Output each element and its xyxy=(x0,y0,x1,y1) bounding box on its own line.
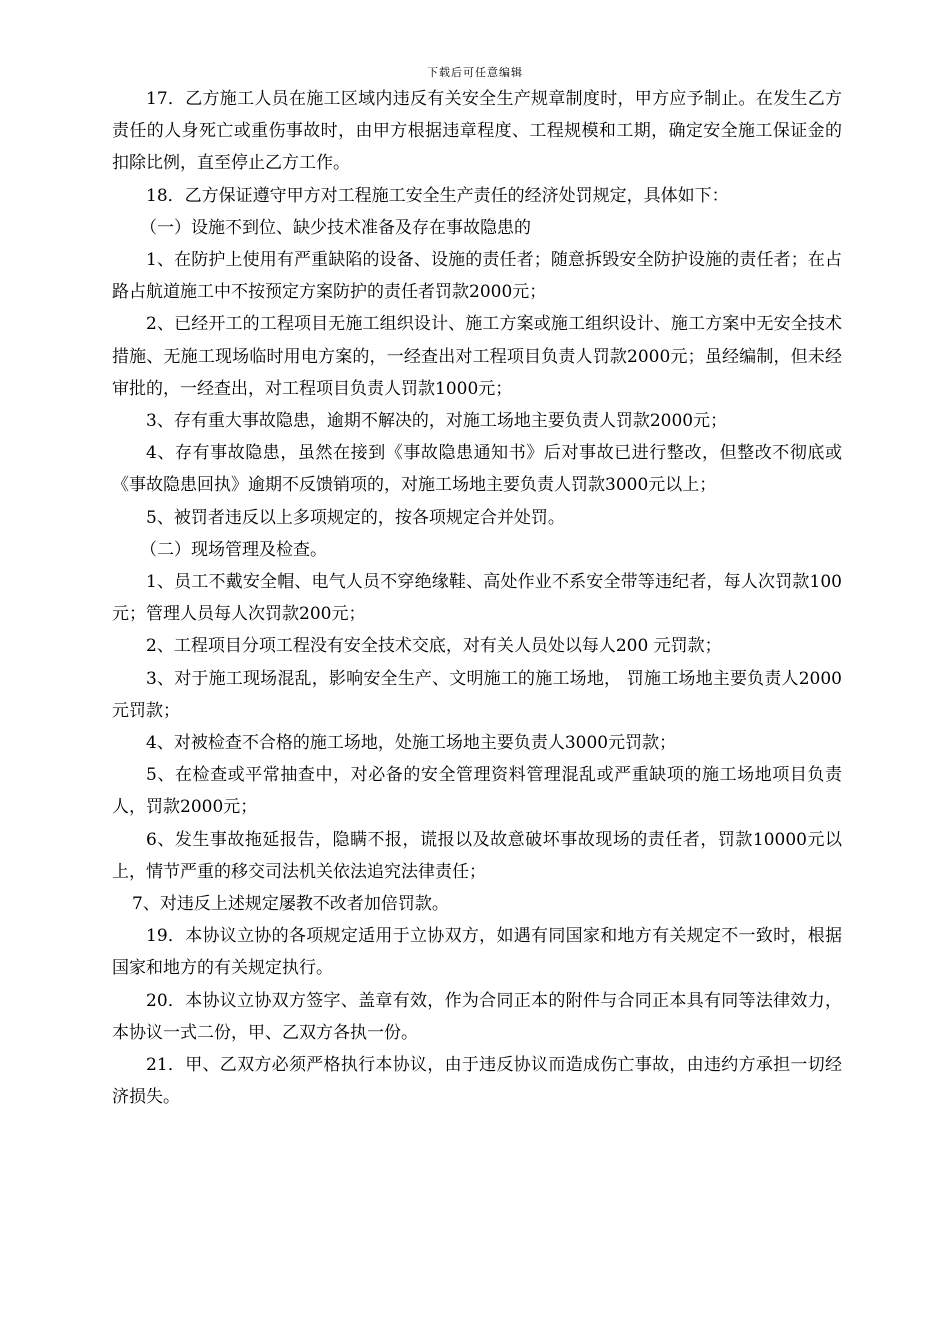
list-item: 5、被罚者违反以上多项规定的，按各项规定合并处罚。 xyxy=(146,507,565,528)
section-heading-2: （二）现场管理及检查。 xyxy=(140,539,327,560)
header-note: 下载后可任意编辑 xyxy=(427,66,523,79)
list-item: 3、存有重大事故隐患，逾期不解决的，对施工场地主要负责人罚款2000元； xyxy=(146,411,728,432)
list-item: 1、员工不戴安全帽、电气人员不穿绝缘鞋、高处作业不系安全带等违纪者，每人次罚款100元；管理人员每人次罚款200元； xyxy=(112,572,842,625)
list-item: 2、工程项目分项工程没有安全技术交底，对有关人员处以每人200 元罚款； xyxy=(146,636,722,657)
list-item: 6、发生事故拖延报告，隐瞒不报，谎报以及故意破坏事故现场的责任者，罚款10000元以上，情节严重的移交司法机关依法追究法律责任； xyxy=(112,829,842,882)
list-item: 7、对违反上述规定屡教不改者加倍罚款。 xyxy=(132,894,449,915)
list-item: 1、在防护上使用有严重缺陷的设备、设施的责任者；随意拆毁安全防护设施的责任者；在占路占航道施工中不按预定方案防护的责任者罚款2000元； xyxy=(112,250,842,303)
paragraph-21: 21．甲、乙双方必须严格执行本协议，由于违反协议而造成伤亡事故，由违约方承担一切经济损失。 xyxy=(112,1055,842,1108)
paragraph-19: 19．本协议立协的各项规定适用于立协双方，如遇有同国家和地方有关规定不一致时，根据国家和地方的有关规定执行。 xyxy=(112,926,842,979)
paragraph-18: 18．乙方保证遵守甲方对工程施工安全生产责任的经济处罚规定，具体如下： xyxy=(146,185,729,206)
section-heading-1: （一）设施不到位、缺少技术准备及存在事故隐患的 xyxy=(140,217,531,238)
list-item: 4、存有事故隐患，虽然在接到《事故隐患通知书》后对事故已进行整改，但整改不彻底或《事故隐患回执》逾期不反馈销项的，对施工场地主要负责人罚款3000元以上； xyxy=(112,443,842,496)
paragraph-17: 17．乙方施工人员在施工区域内违反有关安全生产规章制度时，甲方应予制止。在发生乙方责任的人身死亡或重伤事故时，由甲方根据违章程度、工程规模和工期，确定安全施工保证金的扣除比例，直至停止乙方工作。 xyxy=(112,89,842,174)
list-item: 2、已经开工的工程项目无施工组织设计、施工方案或施工组织设计、施工方案中无安全技术措施、无施工现场临时用电方案的，一经查出对工程项目负责人罚款2000元；虽经编制，但未经审批的，一经查出，对工程项目负责人罚款1000元； xyxy=(112,314,842,399)
list-item: 5、在检查或平常抽查中，对必备的安全管理资料管理混乱或严重缺项的施工场地项目负责人，罚款2000元； xyxy=(112,765,842,818)
paragraph-20: 20．本协议立协双方签字、盖章有效，作为合同正本的附件与合同正本具有同等法律效力，本协议一式二份，甲、乙双方各执一份。 xyxy=(112,990,842,1043)
document-body xyxy=(112,83,842,1114)
list-item: 3、对于施工现场混乱，影响安全生产、文明施工的施工场地， 罚施工场地主要负责人2000元罚款； xyxy=(112,668,842,721)
list-item: 4、对被检查不合格的施工场地，处施工场地主要负责人3000元罚款； xyxy=(146,733,677,754)
